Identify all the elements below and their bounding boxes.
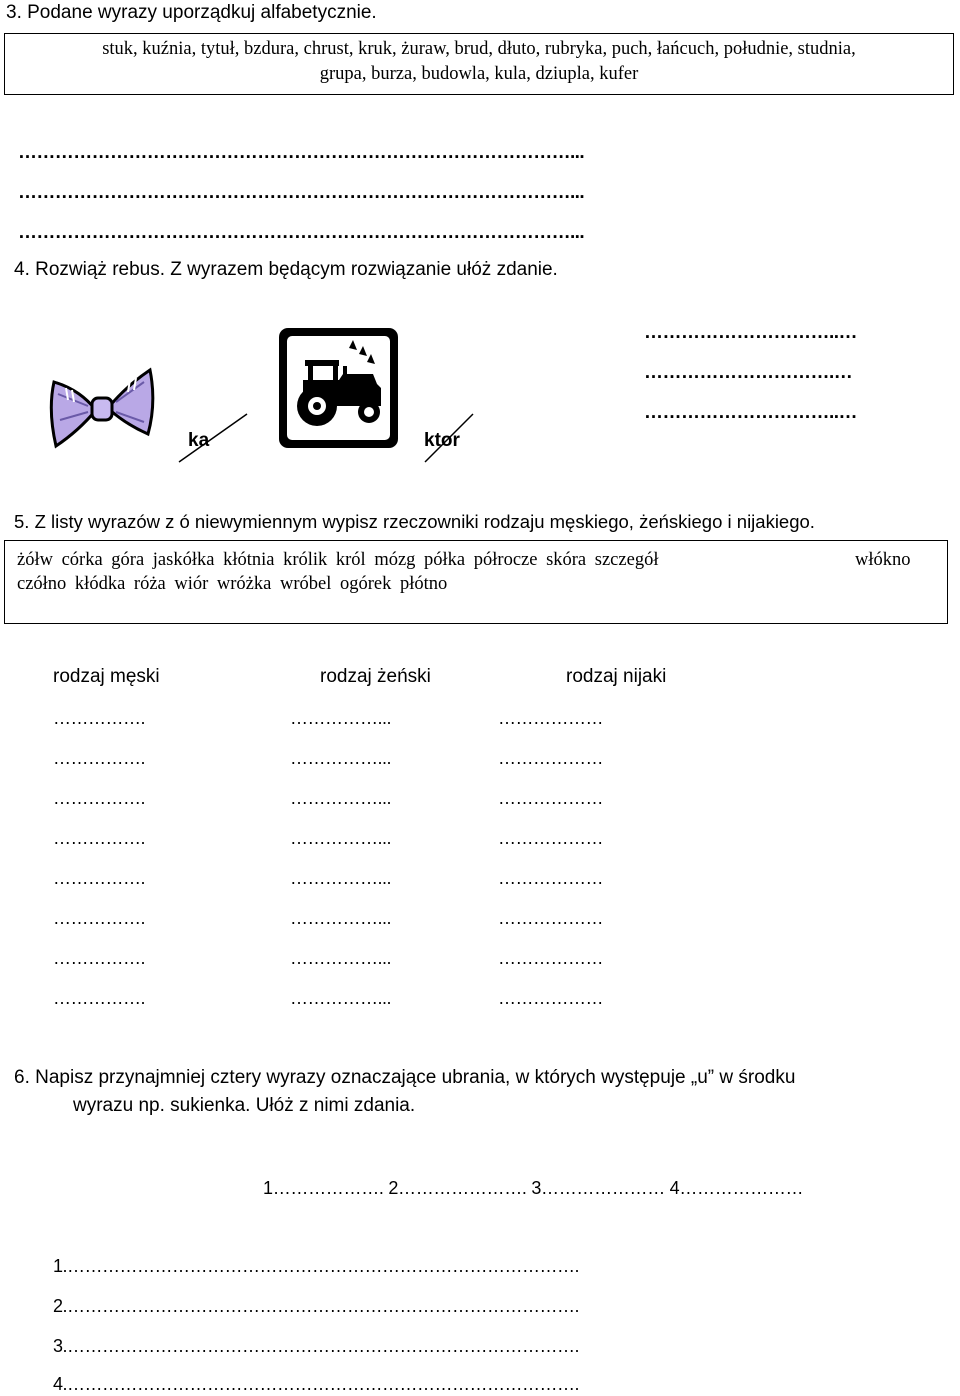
sentence-line-2[interactable]: 2.……………………………………………………………………………. [53, 1296, 580, 1316]
column-header-neuter: rodzaj nijaki [566, 666, 667, 687]
feminine-answer-line[interactable]: ……………... [290, 748, 392, 768]
masculine-answer-line[interactable]: ……………. [53, 788, 146, 808]
neuter-answer-line[interactable]: ……………… [498, 828, 603, 848]
feminine-answer-line[interactable]: ……………... [290, 868, 392, 888]
task6-instruction-line2: wyrazu np. sukienka. Ułóż z nimi zdania. [73, 1095, 416, 1116]
task3-title: 3. Podane wyrazy uporządkuj alfabetycznie. [6, 2, 377, 23]
column-header-masculine: rodzaj męski [53, 666, 160, 687]
task3-word-list [5, 34, 953, 87]
column-header-feminine: rodzaj żeński [320, 666, 431, 687]
task4-title: 4. Rozwiąż rebus. Z wyrazem będącym rozwiązanie ułóż zdanie. [14, 259, 558, 280]
sentence-line-4[interactable]: 4.……………………………………………………………………………. [53, 1374, 580, 1394]
feminine-answer-line[interactable]: ……………... [290, 788, 392, 808]
bow-icon [46, 360, 158, 452]
rebus-answer-line-1[interactable]: …………………………..… [644, 322, 858, 343]
feminine-answer-line[interactable]: ……………... [290, 948, 392, 968]
task5-title: 5. Z listy wyrazów z ó niewymiennym wypisz rzeczowniki rodzaju męskiego, żeńskiego i nijakiego. [14, 511, 815, 532]
rebus-syllable-ktor: ktor [424, 430, 460, 451]
task5-words-line1: żółw córka góra jaskółka kłótnia królik król mózg półka półrocze skóra szczegół [17, 550, 659, 570]
masculine-answer-line[interactable]: ……………. [53, 908, 146, 928]
neuter-answer-line[interactable]: ……………… [498, 908, 603, 928]
masculine-answer-line[interactable]: ……………. [53, 708, 146, 728]
rebus-answer-line-2[interactable]: ………………………….… [644, 362, 853, 383]
neuter-answer-line[interactable]: ……………… [498, 748, 603, 768]
task3-answer-line-1[interactable]: ………………………………………………………………………………... [18, 142, 585, 163]
tractor-sign-icon [277, 326, 400, 450]
neuter-answer-line[interactable]: ……………… [498, 708, 603, 728]
rebus-answer-line-3[interactable]: …………………………..… [644, 402, 858, 423]
task3-words-line2: grupa, burza, budowla, kula, dziupla, kufer [319, 64, 639, 84]
masculine-answer-line[interactable]: ……………. [53, 988, 146, 1008]
task3-answer-line-3[interactable]: ………………………………………………………………………………... [18, 222, 585, 243]
neuter-answer-line[interactable]: ……………… [498, 948, 603, 968]
feminine-answer-line[interactable]: ……………... [290, 988, 392, 1008]
strike-line [423, 412, 475, 464]
rebus-syllable-ka: ka [188, 430, 210, 451]
strike-line [177, 412, 249, 464]
task6-instruction-line1: 6. Napisz przynajmniej cztery wyrazy oznaczające ubrania, w których występuje „u” w środku [14, 1067, 796, 1088]
task5-words-line1-end: włókno [855, 550, 911, 570]
feminine-answer-line[interactable]: ……………... [290, 908, 392, 928]
task3-words-line1: stuk, kuźnia, tytuł, bzdura, chrust, kruk, żuraw, brud, dłuto, rubryka, puch, łańcuch, południe, studnia, [102, 39, 856, 59]
masculine-answer-line[interactable]: ……………. [53, 948, 146, 968]
masculine-answer-line[interactable]: ……………. [53, 828, 146, 848]
task5-words-line2: czółno kłódka róża wiór wróżka wróbel ogórek płótno [17, 574, 448, 594]
neuter-answer-line[interactable]: ……………… [498, 788, 603, 808]
task3-word-box [4, 33, 954, 95]
neuter-answer-line[interactable]: ……………… [498, 868, 603, 888]
task6-word-slots[interactable]: 1………………. 2…………………. 3………………… 4………………… [263, 1178, 804, 1198]
masculine-answer-line[interactable]: ……………. [53, 748, 146, 768]
feminine-answer-line[interactable]: ……………... [290, 708, 392, 728]
feminine-answer-line[interactable]: ……………... [290, 828, 392, 848]
neuter-answer-line[interactable]: ……………… [498, 988, 603, 1008]
sentence-line-3[interactable]: 3.……………………………………………………………………………. [53, 1336, 580, 1356]
sentence-line-1[interactable]: 1.……………………………………………………………………………. [53, 1256, 580, 1276]
task5-word-box [4, 540, 948, 624]
task3-answer-line-2[interactable]: ………………………………………………………………………………... [18, 182, 585, 203]
masculine-answer-line[interactable]: ……………. [53, 868, 146, 888]
